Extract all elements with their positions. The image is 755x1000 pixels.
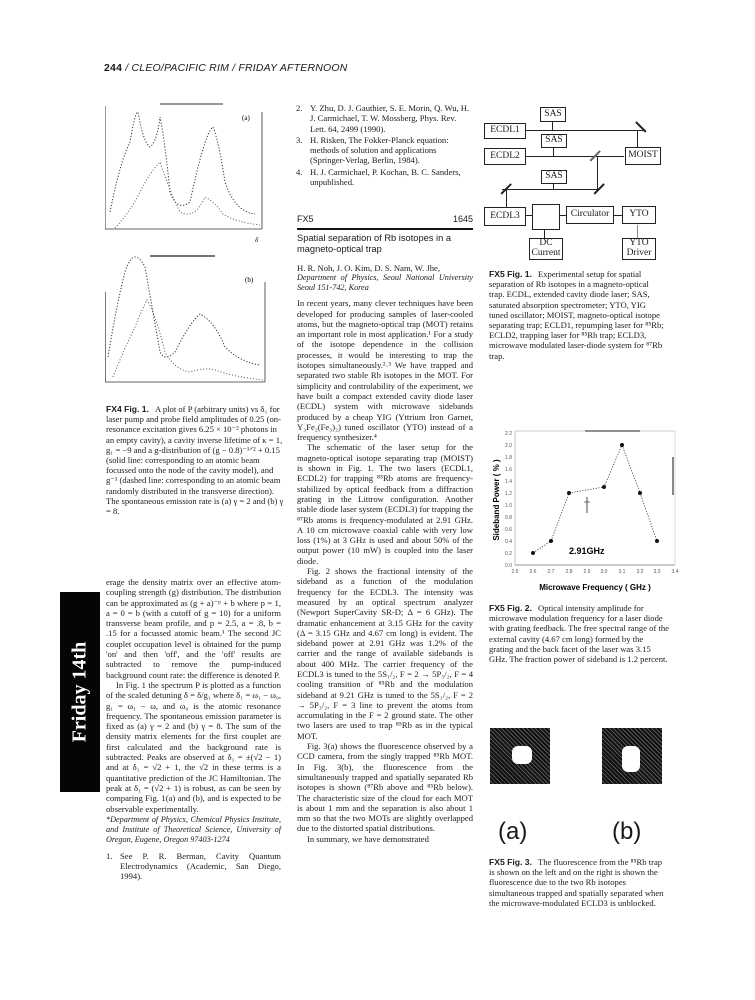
x-axis-label: Microwave Frequency ( GHz ) (539, 583, 651, 592)
affiliation: Department of Physics, Seoul National University Seoul 151-742, Korea (297, 273, 473, 293)
fluorescence-image-a (490, 728, 550, 784)
y-axis-label: Sideband Power ( % ) (492, 459, 501, 541)
moist-box: MOIST (625, 147, 661, 165)
fx5-header (297, 214, 473, 255)
y-ticks (505, 431, 512, 569)
caption-text: Optical intensity amplitude for microwave modulation frequency for a laser diode with grating feedback. The free spectral range of the external cavity (4.67 cm long) formed by the grating and the back facet of the laser was 3.15 GHz. The fraction power of sideband is 1.2 percent. (489, 603, 669, 665)
subfigure-label-b: (b) (612, 818, 642, 845)
sas3-box: SAS (541, 170, 567, 184)
session-name: FRIDAY AFTERNOON (238, 62, 348, 74)
svg-text:2.2: 2.2 (505, 431, 512, 437)
svg-text:0.6: 0.6 (505, 527, 512, 533)
authors: H. R. Noh, J. O. Kim, D. S. Nam, W. Jhe, (297, 263, 440, 273)
subfigure-label-a: (a) (498, 818, 528, 845)
fx5-fig2-chart (485, 425, 715, 595)
caption-label: FX4 Fig. 1. (106, 404, 149, 414)
separator: / (125, 62, 129, 74)
beam-line (524, 130, 646, 131)
paragraph: In recent years, many clever techniques have been developed for producing samples of laser-cooled atoms, but the magneto-optical trap (MOT) retains an important role in most application.¹ For a study of the isotope dependence in the collision processes, it would be interesting to trap the isotopes simultaneously.²˒³ We have trapped and separated two stable Rb isotopes in the MOT. For simplicity and controlability of the experiment, we have built a compact extended cavity diode laser (ECDL) system with microwave sidebands produced by a cheap YIG (Yttrium Iron Garnet, Y₃Fe₂(Fe₃)₂) tuned oscillator (YTO) instead of a frequency synthesizer.⁴ (297, 298, 473, 443)
svg-text:3.0: 3.0 (600, 569, 608, 575)
affiliation: *Department of Physics, Chemical Physics Institute, and Institute of Theoretical Science, University of Oregon, Eugene, Oregon 97403-1274 (106, 814, 281, 844)
svg-text:1.2: 1.2 (505, 491, 512, 497)
caption-label: FX5 Fig. 3. (489, 857, 532, 867)
session-time: 1645 (452, 214, 473, 224)
svg-text:1.4: 1.4 (505, 479, 512, 485)
svg-text:2.7: 2.7 (547, 569, 555, 575)
sideband-power-chart (485, 425, 715, 595)
svg-text:2.0: 2.0 (505, 443, 512, 449)
yto-box: YTO (622, 206, 656, 224)
fx5-fig1-caption (489, 269, 664, 361)
paragraph: Fig. 3(a) shows the fluorescence observed by a CCD camera, from the singly trapped ⁸⁵Rb MOT. In Fig. 3(b), the fluorescence from the simultaneously trapped and spatially separated Rb isotopes is shown (⁸⁷Rb above and ⁸⁵Rb below). The characteristic size of the cloud for each MOT is about 1 mm and the separation is also about 1 mm so that the two MOTs are slightly overlapped due to the distorted spatial distributions. (297, 741, 473, 834)
ecdl2-box: ECDL2 (484, 148, 526, 165)
fx4-caption (106, 404, 286, 516)
fx5-fig2-caption (489, 603, 669, 664)
mot-cloud (622, 746, 640, 772)
beam-line (524, 156, 624, 157)
svg-text:1.0: 1.0 (505, 503, 512, 509)
mot-cloud (512, 746, 532, 764)
panel-b-label: (b) (245, 276, 254, 284)
paragraph: In Fig. 1 the spectrum P is plotted as a function of the scaled detuning δ = δ/g₁ where δ₁ = ω₁ − ω₀, g₁ = ω₁ − ω, and ω₀ is the atomic resonance frequency. The spontaneous emission parameter is fixed as (a) γ = 2 and (b) γ = 8. The sum of the density matrix elements for the first couplet are first calculated and the background rate is subtracted. Peaks are observed at δ₁ = ±(√2 − 1) and at δ₁ = √2 + 1, the √2 in these terms is a quantitative prediction of the JC Hamiltonian. The peak at δ₁ = (√2 + 1) is robust, as can be seen by comparing Fig. 1(a) and (b), and is expected to be observable experimentally. (106, 679, 281, 814)
bias-tee (532, 204, 560, 230)
svg-text:2.9: 2.9 (583, 569, 591, 575)
sas2-box: SAS (541, 134, 567, 148)
header-rule (297, 228, 473, 230)
fx5-body (297, 263, 473, 844)
svg-text:3.2: 3.2 (636, 569, 644, 575)
annotation-291ghz: 2.91GHz (569, 546, 605, 556)
svg-text:1.6: 1.6 (505, 467, 512, 473)
ref-text: H. Risken, The Fokker-Planck equation: methods of solution and applications (Springer-Verlag, Berlin, 1984). (310, 134, 449, 166)
paragraph: The schematic of the laser setup for the magneto-optical isotope separating trap (MOIST) is shown in Fig. 1. The two lasers (ECDL1, ECDL2) for trapping ⁸⁵Rb atoms are frequency-stabilized by optical feedback from a diffraction grating in the Littrow configuration. Another stable diode laser system (ECDL3) for trapping the ⁸⁷Rb atoms is frequency-modulated at 2.91 GHz. A 10 cm microwave coaxial cable with very low loss (1%) at 3 GHz is used and about 50% of the output power (10 mW) is coupled into the laser diode. (297, 442, 473, 566)
x-ticks (512, 569, 679, 575)
svg-text:0.0: 0.0 (505, 563, 512, 569)
beam-line (552, 121, 553, 131)
fx4-panel-b (105, 256, 265, 382)
fx4-body (106, 577, 281, 883)
fx4-plots (105, 102, 285, 392)
running-head (104, 62, 348, 74)
caption-label: FX5 Fig. 1. (489, 269, 532, 279)
panel-a-label: (a) (242, 114, 250, 122)
yto-driver-box: YTO Driver (622, 238, 656, 260)
session-code: FX5 (297, 214, 314, 224)
ref-number: 1. (106, 850, 113, 861)
fx5-fig1-schematic (484, 100, 714, 260)
fluorescence-image-b (602, 728, 662, 784)
circulator-box: Circulator (566, 206, 614, 224)
svg-text:3.3: 3.3 (653, 569, 661, 575)
ref-number: 4. (296, 166, 303, 177)
fx4-figure (105, 102, 285, 392)
svg-text:2.5: 2.5 (511, 569, 519, 575)
separator: / (232, 62, 236, 74)
conference-name: CLEO/PACIFIC RIM (131, 62, 230, 74)
caption-text: A plot of P (arbitrary units) vs δ₁ for laser pump and probe field amplitudes of 0.25 (on-resonance excitation gives 6.25 × 10⁻² photons in an empty cavity), a cavity inverse lifetime of κ = 1, g₁ = −9 and a g-distribution of (g − 0.8)⁻¹ᐟ² + 0.15 (solid line: corresponding to an atomic beam focussed onto the node of the cavity model), and g⁻¹ (dashed line: corresponding to an atomic beam randomly distributed in the transverse direction). The spontaneous emission rate is (a) γ = 2 and (b) γ = 8. (106, 404, 284, 517)
data-points (531, 443, 659, 555)
sas1-box: SAS (540, 107, 566, 122)
paragraph: In summary, we have demonstrated (307, 833, 429, 844)
reference-item (296, 167, 472, 188)
caption-text: Experimental setup for spatial separation of Rb isotopes in a magneto-optical trap. ECDL, extended cavity diode laser; SAS, saturated absorption spectrometer; YTO, YIG tuned oscillator; MOIST, magneto-optical isotope separating trap; ECLD1, repumping laser for ⁸⁵Rb; ECLD2, trapping laser for ⁸⁵Rb trap; ECLD3, microwave modulated laser-diode system for ⁸⁷Rb trap. (489, 269, 664, 361)
svg-text:3.1: 3.1 (618, 569, 626, 575)
svg-text:0.2: 0.2 (505, 551, 512, 557)
dc-current-box: DC Current (529, 238, 563, 260)
fx4-references (296, 103, 472, 188)
svg-text:1.8: 1.8 (505, 455, 512, 461)
side-tab-label: Friday 14th (68, 641, 91, 743)
beam-line (597, 156, 598, 189)
page-number: 244 (104, 62, 123, 74)
svg-text:3.4: 3.4 (671, 569, 679, 575)
beam-line (502, 189, 598, 190)
svg-text:2.8: 2.8 (565, 569, 573, 575)
reference-item (296, 103, 472, 134)
ecdl1-box: ECDL1 (484, 123, 526, 139)
caption-label: FX5 Fig. 2. (489, 603, 532, 613)
ref-text: H. J. Carmichael, P. Kochan, B. C. Sanders, unpublished. (310, 166, 461, 188)
side-tab (60, 592, 100, 792)
paper-title: Spatial separation of Rb isotopes in a magneto-optical trap (297, 232, 452, 254)
x-axis-symbol: δ (255, 236, 259, 244)
caption-text: The fluorescence from the ⁸⁵Rb trap is shown on the left and on the right is shown the fluorescence due to the two Rb isotopes simultaneous trapped and spatially separated when the microwave-modulated ECLD3 is unblocked. (489, 857, 664, 908)
ref-number: 2. (296, 103, 303, 113)
ecdl3-box: ECDL3 (484, 207, 526, 226)
svg-text:2.6: 2.6 (529, 569, 537, 575)
ref-text: Y. Zhu, D. J. Gauthier, S. E. Morin, Q. Wu, H. J. Carmichael, T. W. Mossberg, Phys. Rev. Lett. 64, 2499 (1990). (310, 103, 470, 134)
fx5-fig3-caption (489, 857, 669, 908)
ref-number: 3. (296, 134, 303, 145)
reference-item (106, 851, 281, 882)
rf-line (637, 225, 638, 239)
beam-line (506, 189, 507, 207)
svg-text:0.4: 0.4 (505, 539, 512, 545)
reference-item (296, 135, 472, 166)
paragraph: Fig. 2 shows the fractional intensity of the sideband as a function of the modulation frequency for the ECDL3. The intensity was measured by an optical spectrum analyzer (Newport SuperCavity SR-D; Δ = 6 GHz). The dramatic enhancement at 3.15 GHz for the cavity (Δ = 3.15 GHz and 4.67 cm long) is evident. The sideband power at 2.91 GHz was 1.2% of the carrier and the range of available sidebands is about 400 MHz. The carrier frequency of the ECDL3 is tuned to the 5S₁/₂, F = 2 → 5P₃/₂, F = 4 cooling transition of ⁸⁵Rb and the modulation sideband at 9.21 GHz is tuned to the 5S₁/₂, F = 2 → 5P₃/₂, F = 3 line to prevent the atoms from accumulating in the F = 2 ground state. The other two lasers are used to trap ⁸⁵Rb as in the typical MOT. (297, 566, 473, 741)
svg-text:0.8: 0.8 (505, 515, 512, 521)
ref-text: See P. R. Berman, Cavity Quantum Electrodynamics (Academic, San Diego, 1994). (120, 850, 281, 882)
paragraph: erage the density matrix over an effective atom-coupling strength (g) distribution. The distribution can be approximated as (g + a)⁻ᵖ + b where p = 1, a = 0 = b (with a cutoff of g = 10) for a uniform transverse beam profile, and p = 2.5, a = .8, b = .15 for a focussed atomic beam.¹ The second JC couplet occupation level is obtained for the pump 'on' and then 'off', and the 'off' results are subtracted to remove the pump-induced background count rate: the difference is denoted P. (106, 577, 281, 680)
fx4-panel-a (105, 104, 262, 244)
